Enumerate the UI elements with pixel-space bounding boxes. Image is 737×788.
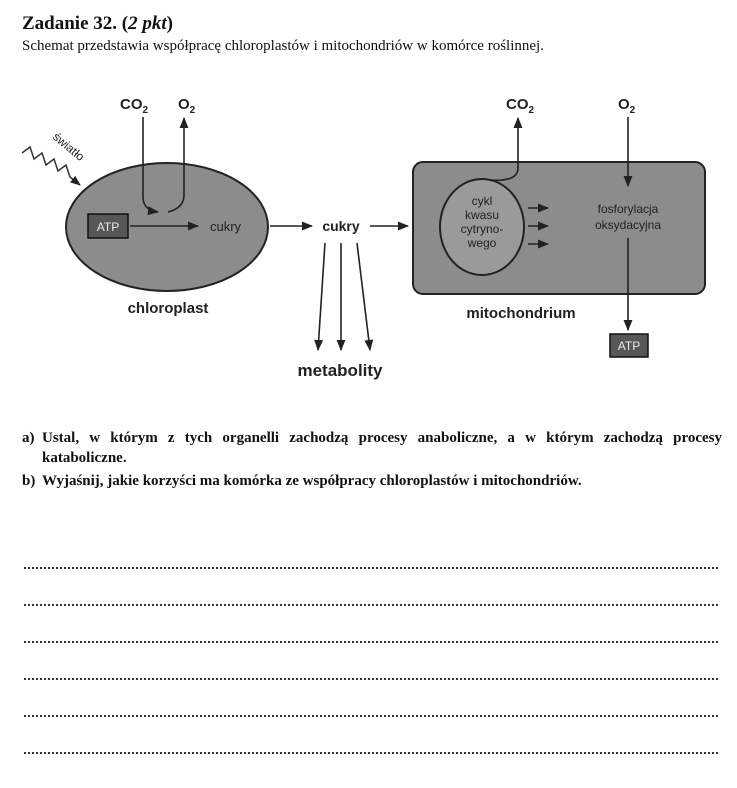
krebs-line-1: cykl <box>471 194 493 208</box>
chloroplast-sugar-label: cukry <box>210 219 242 234</box>
answer-line[interactable] <box>24 603 718 606</box>
chloroplast-atp-label: ATP <box>96 220 120 234</box>
mitochondrium-o2-label: $O_2$ <box>618 96 636 116</box>
mitochondrium-label: mitochondrium <box>466 305 576 322</box>
oxphos-line-2: oksydacyjna <box>594 218 662 232</box>
metabolites-arrow-right <box>357 243 370 350</box>
light-label: światło <box>50 129 88 164</box>
metabolites-arrow-left <box>318 243 325 350</box>
answer-area[interactable] <box>24 566 718 788</box>
question-b-letter: b) <box>22 473 36 489</box>
task-title <box>22 12 544 36</box>
question-b-text: Wyjaśnij, jakie korzyści ma komórka ze współpracy chloroplastów i mitochondriów. <box>42 473 582 489</box>
answer-line[interactable] <box>24 677 718 680</box>
answer-line[interactable] <box>24 566 718 569</box>
sugar-label: cukry <box>322 218 360 234</box>
chloroplast-o2-label: $O_2$ <box>178 96 196 116</box>
krebs-line-4: wego <box>467 236 497 250</box>
krebs-line-2: kwasu <box>464 208 500 222</box>
chloroplast-label: chloroplast <box>127 300 209 317</box>
chloroplast-co2-label: $CO_2$ <box>120 96 149 116</box>
answer-line[interactable] <box>24 751 718 754</box>
krebs-line-3: cytryno- <box>460 222 504 236</box>
question-a-letter: a) <box>22 430 35 446</box>
oxphos-line-1: fosforylacja <box>597 202 659 216</box>
task-number: Zadanie 32. <box>22 13 118 34</box>
questions <box>22 428 722 494</box>
task-intro: Schemat przedstawia współpracę chloroplastów i mitochondriów w komórce roślinnej. <box>22 38 544 54</box>
answer-line[interactable] <box>24 640 718 643</box>
question-b <box>22 471 722 491</box>
question-a <box>22 428 722 468</box>
cooperation-diagram <box>0 80 737 390</box>
answer-line[interactable] <box>24 714 718 717</box>
mitochondrium-co2-label: $CO_2$ <box>506 96 535 116</box>
question-a-text: Ustal, w którym z tych organelli zachodzą procesy anaboliczne, a w którym zachodzą procesy kataboliczne. <box>42 430 722 466</box>
mitochondrium-atp-label: ATP <box>617 339 641 353</box>
metabolites-label: metabolity <box>297 361 383 380</box>
task-header <box>22 12 544 56</box>
task-points: (2 pkt) <box>121 13 173 34</box>
